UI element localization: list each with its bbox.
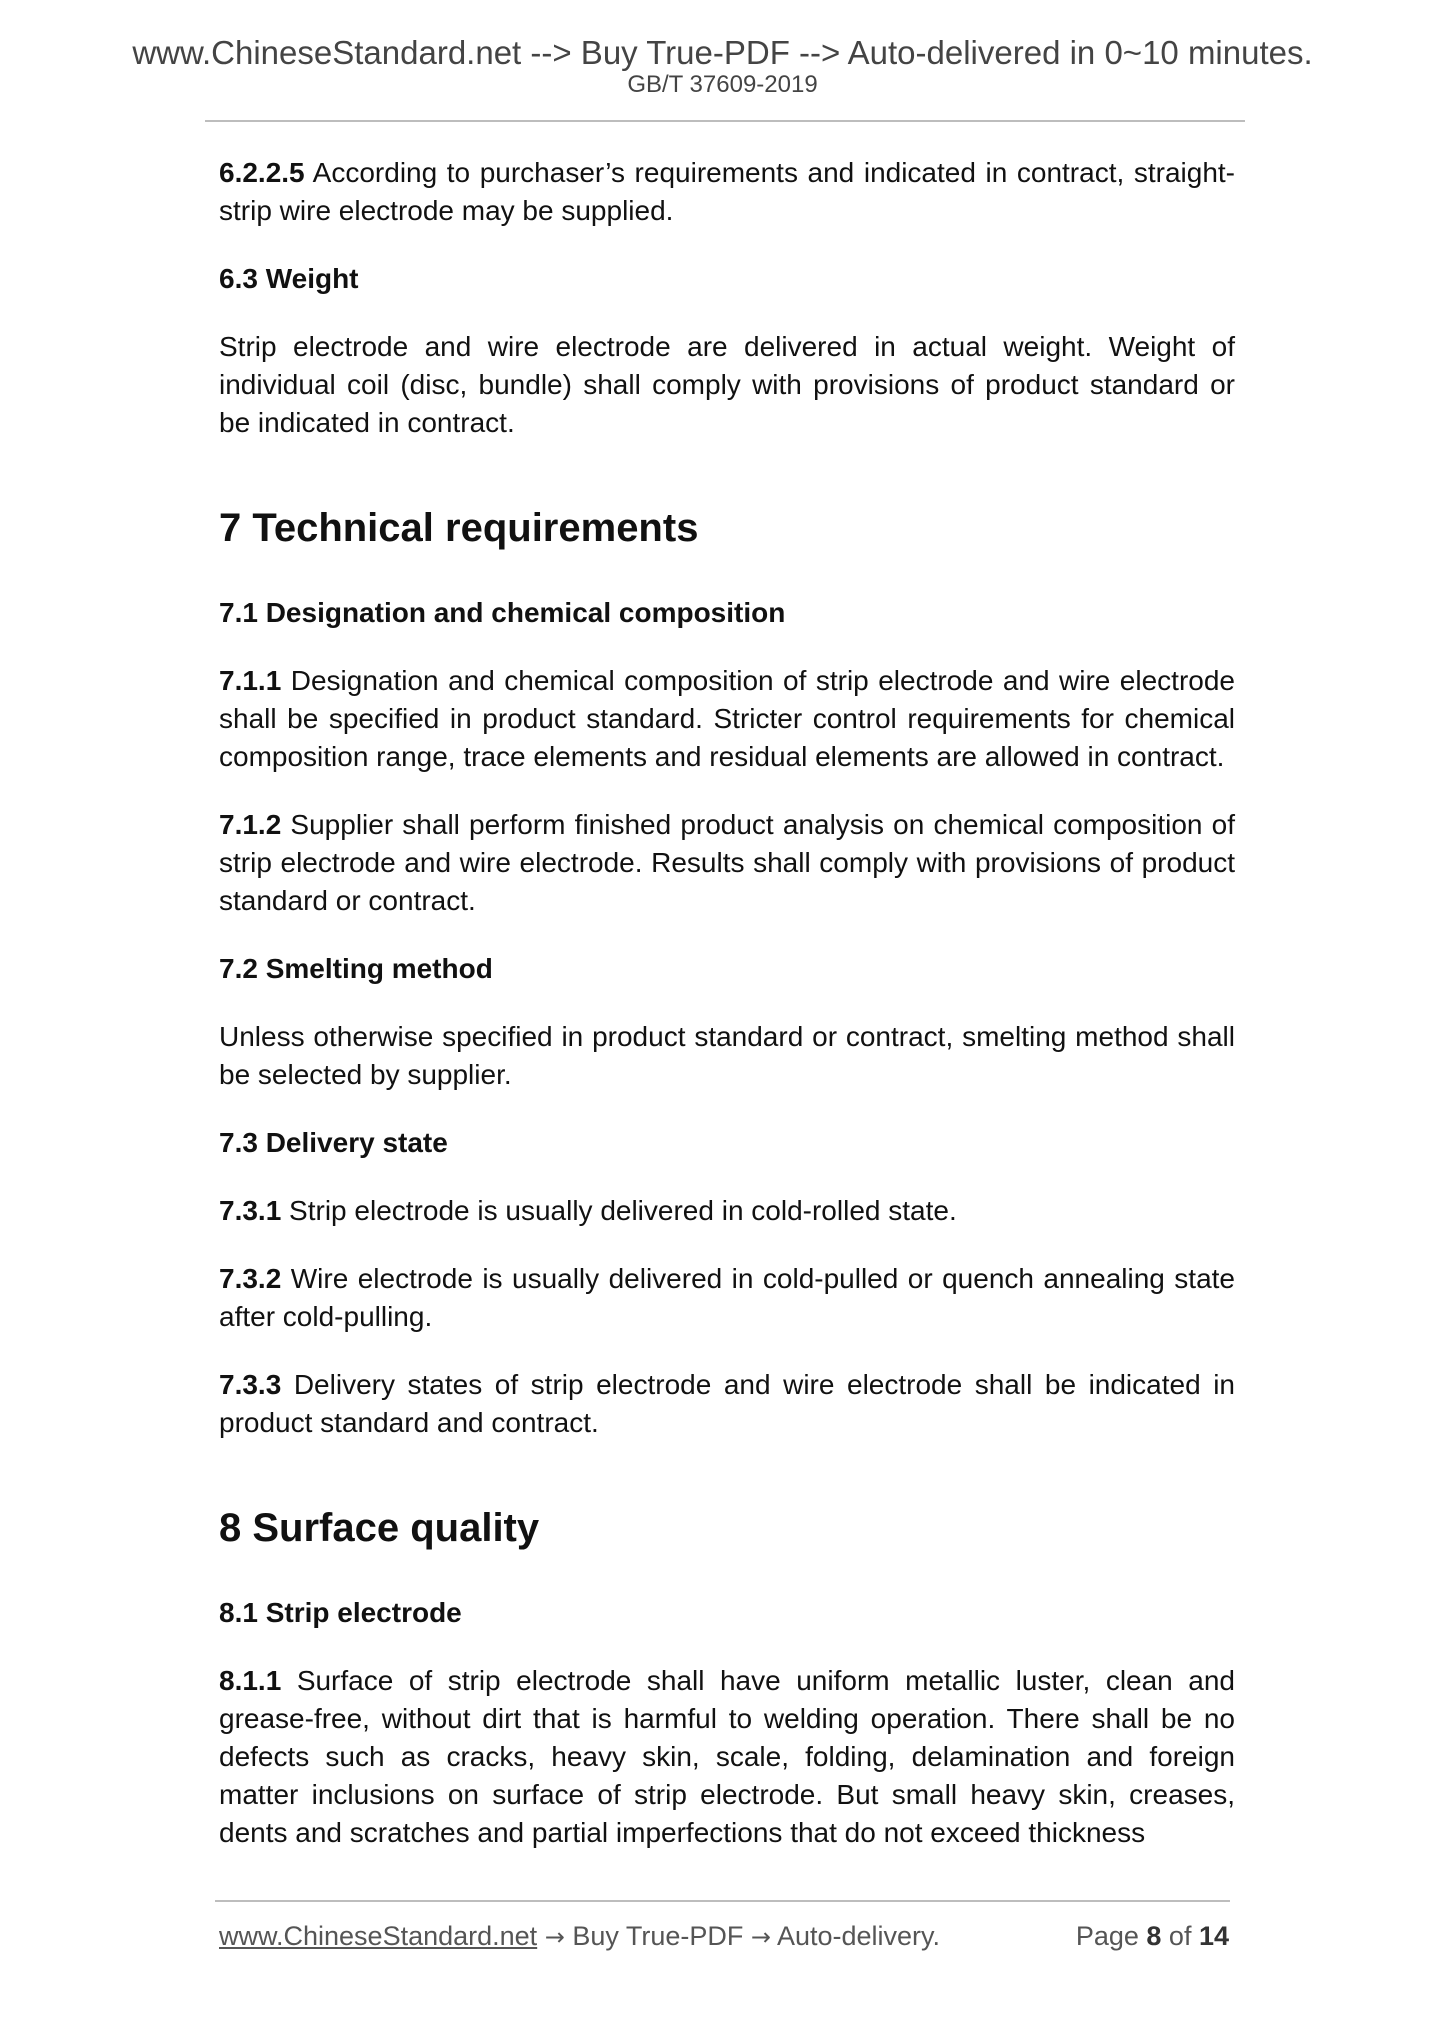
footer-site-link[interactable]: www.ChineseStandard.net — [219, 1921, 538, 1951]
clause-text: Designation and chemical composition of strip electrode and wire electrode shall be specified in product standard. Stricter control requirements for chemical composition range, trace elements and residual elements are allowed in contract. — [219, 665, 1235, 772]
clause-text: Wire electrode is usually delivered in cold-pulled or quench annealing state after cold-pulling. — [219, 1263, 1235, 1332]
clause-7-3-1 — [219, 1192, 1235, 1230]
clause-number: 7.3.2 — [219, 1263, 282, 1294]
footer-buy-text: Buy True-PDF — [564, 1921, 751, 1951]
clause-number: 8.1.1 — [219, 1665, 282, 1696]
heading-7-3: 7.3 Delivery state — [219, 1127, 448, 1158]
page-number — [1076, 1918, 1229, 1954]
clause-6-2-2-5 — [219, 154, 1235, 230]
clause-text: According to purchaser’s requirements and indicated in contract, straight-strip wire electrode may be supplied. — [219, 157, 1235, 226]
standard-code: GB/T 37609-2019 — [627, 71, 818, 98]
clause-8-1-1 — [219, 1662, 1235, 1852]
clause-text: Supplier shall perform finished product analysis on chemical composition of strip electrode and wire electrode. Results shall comply with provisions of product standard or contract. — [219, 809, 1235, 916]
clause-7-2-text: Unless otherwise specified in product standard or contract, smelting method shall be selected by supplier. — [219, 1021, 1235, 1090]
clause-6-3-text: Strip electrode and wire electrode are delivered in actual weight. Weight of individual coil (disc, bundle) shall comply with provisions of product standard or be indicated in contract. — [219, 331, 1235, 438]
clause-7-3-2 — [219, 1260, 1235, 1336]
arrow-right-icon: → — [544, 1923, 565, 1951]
clause-number: 7.3.3 — [219, 1369, 282, 1400]
of-label: of — [1161, 1921, 1199, 1951]
clause-number: 6.2.2.5 — [219, 157, 305, 188]
footer-auto-text: Auto-delivery. — [770, 1921, 941, 1951]
header-divider — [205, 120, 1245, 122]
clause-number: 7.3.1 — [219, 1195, 282, 1226]
clause-7-3-3 — [219, 1366, 1235, 1442]
heading-7-1: 7.1 Designation and chemical composition — [219, 597, 786, 628]
page-footer — [219, 1918, 1229, 1954]
footer-divider — [215, 1900, 1230, 1902]
page-total: 14 — [1198, 1921, 1229, 1951]
heading-7: 7 Technical requirements — [219, 506, 699, 550]
heading-6-3: 6.3 Weight — [219, 263, 359, 294]
clause-text: Delivery states of strip electrode and wire electrode shall be indicated in product standard and contract. — [219, 1369, 1235, 1438]
clause-7-1-1 — [219, 662, 1235, 776]
document-body — [219, 154, 1235, 1882]
heading-8: 8 Surface quality — [219, 1506, 540, 1550]
page-label: Page — [1075, 1921, 1147, 1951]
clause-text: Strip electrode is usually delivered in cold-rolled state. — [281, 1195, 957, 1226]
heading-8-1: 8.1 Strip electrode — [219, 1597, 462, 1628]
heading-7-2: 7.2 Smelting method — [219, 953, 493, 984]
header-banner: www.ChineseStandard.net --> Buy True-PDF --> Auto-delivered in 0~10 minutes. — [132, 34, 1313, 71]
page-current: 8 — [1146, 1921, 1162, 1951]
arrow-right-icon: → — [750, 1923, 771, 1951]
clause-7-1-2 — [219, 806, 1235, 920]
clause-number: 7.1.1 — [219, 665, 282, 696]
clause-number: 7.1.2 — [219, 809, 282, 840]
clause-text: Surface of strip electrode shall have uniform metallic luster, clean and grease-free, without dirt that is harmful to welding operation. There shall be no defects such as cracks, heavy skin, scale, folding, delamination and foreign matter inclusions on surface of strip electrode. But small heavy skin, creases, dents and scratches and partial imperfections that do not exceed thickness — [219, 1665, 1235, 1848]
